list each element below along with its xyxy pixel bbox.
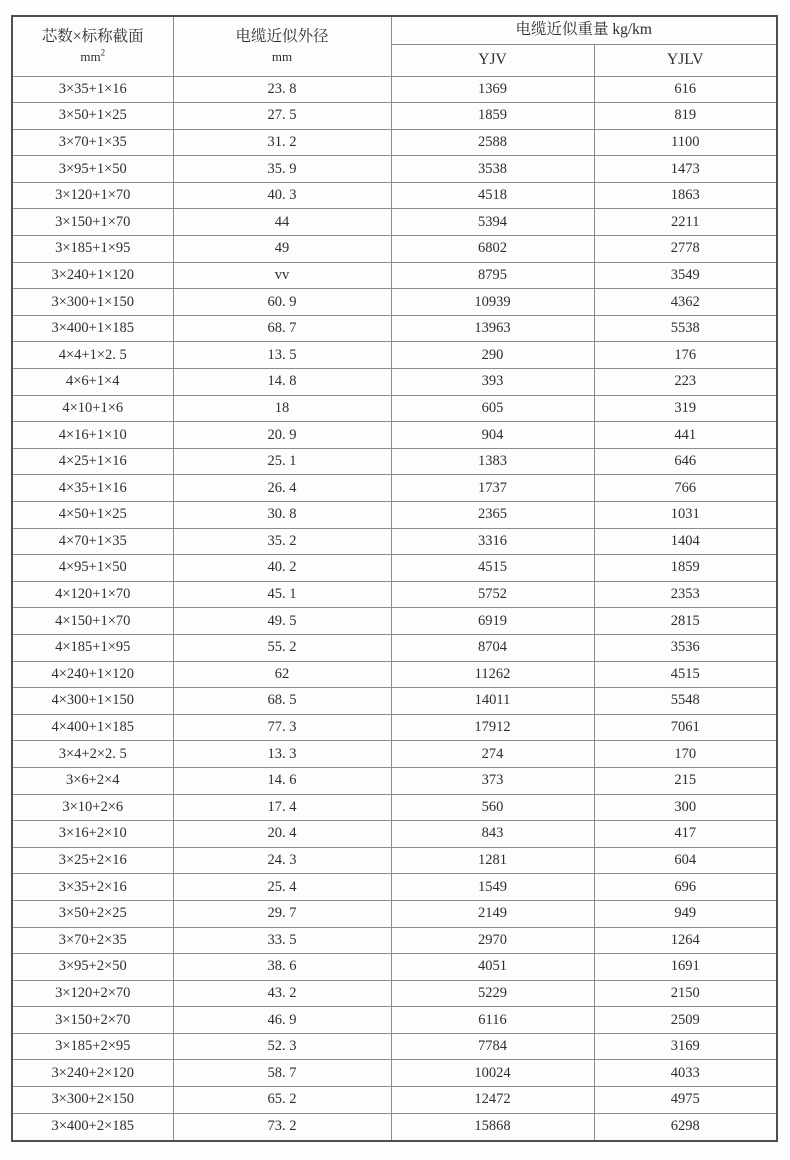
- od-cell: 13. 5: [173, 342, 391, 369]
- table-row: [12, 315, 777, 342]
- yjv-cell: 1549: [391, 874, 594, 901]
- yjlv-cell: 170: [594, 741, 777, 768]
- yjlv-cell: 417: [594, 821, 777, 848]
- od-cell: 18: [173, 395, 391, 422]
- od-cell: 52. 3: [173, 1033, 391, 1060]
- od-cell: 14. 6: [173, 767, 391, 794]
- yjlv-cell: 176: [594, 342, 777, 369]
- yjlv-cell: 2150: [594, 980, 777, 1007]
- spec-cell: 3×4+2×2. 5: [12, 741, 173, 768]
- od-cell: 68. 5: [173, 688, 391, 715]
- spec-cell: 3×240+1×120: [12, 262, 173, 289]
- yjv-cell: 290: [391, 342, 594, 369]
- yjv-cell: 4518: [391, 182, 594, 209]
- table-row: [12, 448, 777, 475]
- yjv-cell: 6919: [391, 608, 594, 635]
- table-row: [12, 1033, 777, 1060]
- yjlv-cell: 646: [594, 448, 777, 475]
- table-row: [12, 980, 777, 1007]
- od-cell: 25. 4: [173, 874, 391, 901]
- table-row: [12, 581, 777, 608]
- od-cell: 40. 3: [173, 182, 391, 209]
- yjlv-cell: 223: [594, 369, 777, 396]
- od-cell: 65. 2: [173, 1087, 391, 1114]
- table-row: [12, 1087, 777, 1114]
- yjlv-cell: 1859: [594, 555, 777, 582]
- spec-cell: 3×10+2×6: [12, 794, 173, 821]
- header-outer-diameter-unit: mm: [271, 48, 293, 64]
- yjlv-cell: 4975: [594, 1087, 777, 1114]
- yjv-cell: 5229: [391, 980, 594, 1007]
- yjv-cell: 8704: [391, 634, 594, 661]
- od-cell: 46. 9: [173, 1007, 391, 1034]
- od-cell: 25. 1: [173, 448, 391, 475]
- yjlv-cell: 3536: [594, 634, 777, 661]
- cable-spec-table: [11, 15, 778, 1142]
- yjv-cell: 1383: [391, 448, 594, 475]
- od-cell: 43. 2: [173, 980, 391, 1007]
- yjlv-cell: 1473: [594, 156, 777, 183]
- spec-cell: 3×150+2×70: [12, 1007, 173, 1034]
- spec-cell: 4×10+1×6: [12, 395, 173, 422]
- spec-cell: 3×35+1×16: [12, 76, 173, 103]
- yjv-cell: 2970: [391, 927, 594, 954]
- spec-cell: 3×185+1×95: [12, 236, 173, 263]
- spec-cell: 3×16+2×10: [12, 821, 173, 848]
- table-header: [12, 16, 777, 76]
- table-row: [12, 661, 777, 688]
- yjlv-cell: 1264: [594, 927, 777, 954]
- table-row: [12, 76, 777, 103]
- table-row: [12, 767, 777, 794]
- table-row: [12, 129, 777, 156]
- od-cell: vv: [173, 262, 391, 289]
- od-cell: 45. 1: [173, 581, 391, 608]
- table-row: [12, 156, 777, 183]
- yjlv-cell: 3169: [594, 1033, 777, 1060]
- yjv-cell: 560: [391, 794, 594, 821]
- yjlv-cell: 1100: [594, 129, 777, 156]
- table-row: [12, 289, 777, 316]
- spec-cell: 3×120+2×70: [12, 980, 173, 1007]
- od-cell: 49: [173, 236, 391, 263]
- header-yjv: YJV: [391, 44, 594, 76]
- spec-cell: 3×240+2×120: [12, 1060, 173, 1087]
- od-cell: 29. 7: [173, 900, 391, 927]
- yjlv-cell: 616: [594, 76, 777, 103]
- spec-cell: 3×120+1×70: [12, 182, 173, 209]
- table-row: [12, 395, 777, 422]
- od-cell: 77. 3: [173, 714, 391, 741]
- header-weight-group: 电缆近似重量 kg/km: [391, 16, 777, 44]
- yjv-cell: 3316: [391, 528, 594, 555]
- table-row: [12, 634, 777, 661]
- spec-cell: 4×25+1×16: [12, 448, 173, 475]
- spec-cell: 3×95+2×50: [12, 954, 173, 981]
- yjv-cell: 10939: [391, 289, 594, 316]
- spec-cell: 4×400+1×185: [12, 714, 173, 741]
- spec-cell: 3×185+2×95: [12, 1033, 173, 1060]
- table-row: [12, 342, 777, 369]
- yjv-cell: 274: [391, 741, 594, 768]
- yjlv-cell: 1404: [594, 528, 777, 555]
- header-outer-diameter-title: 电缆近似外径: [235, 28, 329, 46]
- table-row: [12, 927, 777, 954]
- spec-cell: 3×6+2×4: [12, 767, 173, 794]
- spec-cell: 3×300+1×150: [12, 289, 173, 316]
- yjv-cell: 393: [391, 369, 594, 396]
- od-cell: 35. 9: [173, 156, 391, 183]
- table-row: [12, 1060, 777, 1087]
- yjv-cell: 904: [391, 422, 594, 449]
- spec-cell: 4×185+1×95: [12, 634, 173, 661]
- yjv-cell: 5752: [391, 581, 594, 608]
- table-row: [12, 209, 777, 236]
- od-cell: 31. 2: [173, 129, 391, 156]
- od-cell: 20. 9: [173, 422, 391, 449]
- od-cell: 73. 2: [173, 1113, 391, 1141]
- od-cell: 55. 2: [173, 634, 391, 661]
- yjlv-cell: 7061: [594, 714, 777, 741]
- yjv-cell: 1859: [391, 103, 594, 130]
- yjv-cell: 6116: [391, 1007, 594, 1034]
- table-row: [12, 475, 777, 502]
- header-core-section-unit: $mm^2$: [80, 47, 106, 64]
- table-row: [12, 555, 777, 582]
- header-outer-diameter: [173, 16, 391, 76]
- table-row: [12, 741, 777, 768]
- od-cell: 30. 8: [173, 502, 391, 529]
- od-cell: 13. 3: [173, 741, 391, 768]
- yjv-cell: 12472: [391, 1087, 594, 1114]
- spec-cell: 3×400+1×185: [12, 315, 173, 342]
- table-row: [12, 103, 777, 130]
- yjv-cell: 4051: [391, 954, 594, 981]
- table-row: [12, 688, 777, 715]
- table-row: [12, 369, 777, 396]
- od-cell: 17. 4: [173, 794, 391, 821]
- yjlv-cell: 604: [594, 847, 777, 874]
- yjlv-cell: 766: [594, 475, 777, 502]
- table-row: [12, 954, 777, 981]
- spec-cell: 4×50+1×25: [12, 502, 173, 529]
- table-row: [12, 1007, 777, 1034]
- od-cell: 23. 8: [173, 76, 391, 103]
- table-row: [12, 874, 777, 901]
- yjv-cell: 2588: [391, 129, 594, 156]
- spec-cell: 3×50+1×25: [12, 103, 173, 130]
- yjv-cell: 7784: [391, 1033, 594, 1060]
- spec-cell: 4×95+1×50: [12, 555, 173, 582]
- od-cell: 26. 4: [173, 475, 391, 502]
- yjlv-cell: 1863: [594, 182, 777, 209]
- table-body: [12, 76, 777, 1141]
- yjv-cell: 15868: [391, 1113, 594, 1141]
- yjlv-cell: 696: [594, 874, 777, 901]
- table-row: [12, 900, 777, 927]
- spec-cell: 3×400+2×185: [12, 1113, 173, 1141]
- od-cell: 35. 2: [173, 528, 391, 555]
- yjlv-cell: 2778: [594, 236, 777, 263]
- yjlv-cell: 319: [594, 395, 777, 422]
- od-cell: 14. 8: [173, 369, 391, 396]
- yjv-cell: 1737: [391, 475, 594, 502]
- table-row: [12, 608, 777, 635]
- yjlv-cell: 215: [594, 767, 777, 794]
- yjv-cell: 4515: [391, 555, 594, 582]
- yjv-cell: 843: [391, 821, 594, 848]
- yjv-cell: 13963: [391, 315, 594, 342]
- od-cell: 20. 4: [173, 821, 391, 848]
- od-cell: 58. 7: [173, 1060, 391, 1087]
- yjv-cell: 373: [391, 767, 594, 794]
- table-row: [12, 182, 777, 209]
- od-cell: 60. 9: [173, 289, 391, 316]
- yjlv-cell: 2509: [594, 1007, 777, 1034]
- table-row: [12, 1113, 777, 1141]
- od-cell: 38. 6: [173, 954, 391, 981]
- header-row-1: [12, 16, 777, 44]
- table-row: [12, 236, 777, 263]
- yjlv-cell: 300: [594, 794, 777, 821]
- yjlv-cell: 5548: [594, 688, 777, 715]
- yjlv-cell: 2815: [594, 608, 777, 635]
- yjv-cell: 10024: [391, 1060, 594, 1087]
- spec-cell: 4×120+1×70: [12, 581, 173, 608]
- yjlv-cell: 6298: [594, 1113, 777, 1141]
- yjv-cell: 6802: [391, 236, 594, 263]
- spec-cell: 4×35+1×16: [12, 475, 173, 502]
- yjv-cell: 2149: [391, 900, 594, 927]
- yjv-cell: 14011: [391, 688, 594, 715]
- od-cell: 62: [173, 661, 391, 688]
- spec-cell: 4×150+1×70: [12, 608, 173, 635]
- yjlv-cell: 4515: [594, 661, 777, 688]
- od-cell: 40. 2: [173, 555, 391, 582]
- header-core-section-title: 芯数×标称截面: [41, 28, 144, 46]
- yjv-cell: 3538: [391, 156, 594, 183]
- od-cell: 24. 3: [173, 847, 391, 874]
- od-cell: 27. 5: [173, 103, 391, 130]
- od-cell: 33. 5: [173, 927, 391, 954]
- spec-cell: 3×25+2×16: [12, 847, 173, 874]
- yjlv-cell: 949: [594, 900, 777, 927]
- spec-cell: 3×150+1×70: [12, 209, 173, 236]
- yjlv-cell: 819: [594, 103, 777, 130]
- yjv-cell: 2365: [391, 502, 594, 529]
- spec-cell: 3×70+2×35: [12, 927, 173, 954]
- yjv-cell: 1281: [391, 847, 594, 874]
- yjlv-cell: 4362: [594, 289, 777, 316]
- yjlv-cell: 3549: [594, 262, 777, 289]
- yjv-cell: 11262: [391, 661, 594, 688]
- spec-cell: 3×50+2×25: [12, 900, 173, 927]
- table-row: [12, 502, 777, 529]
- spec-cell: 4×70+1×35: [12, 528, 173, 555]
- yjv-cell: 605: [391, 395, 594, 422]
- spec-cell: 3×300+2×150: [12, 1087, 173, 1114]
- yjlv-cell: 1691: [594, 954, 777, 981]
- spec-cell: 3×70+1×35: [12, 129, 173, 156]
- table-row: [12, 821, 777, 848]
- table-row: [12, 714, 777, 741]
- yjv-cell: 1369: [391, 76, 594, 103]
- spec-cell: 4×300+1×150: [12, 688, 173, 715]
- table-row: [12, 262, 777, 289]
- header-core-section: [12, 16, 173, 76]
- yjlv-cell: 441: [594, 422, 777, 449]
- yjlv-cell: 5538: [594, 315, 777, 342]
- yjlv-cell: 1031: [594, 502, 777, 529]
- yjv-cell: 5394: [391, 209, 594, 236]
- od-cell: 44: [173, 209, 391, 236]
- spec-cell: 4×4+1×2. 5: [12, 342, 173, 369]
- spec-cell: 4×240+1×120: [12, 661, 173, 688]
- od-cell: 49. 5: [173, 608, 391, 635]
- spec-cell: 3×35+2×16: [12, 874, 173, 901]
- yjlv-cell: 2353: [594, 581, 777, 608]
- spec-cell: 4×16+1×10: [12, 422, 173, 449]
- table-row: [12, 528, 777, 555]
- table-row: [12, 794, 777, 821]
- yjlv-cell: 2211: [594, 209, 777, 236]
- table-row: [12, 422, 777, 449]
- header-yjlv: YJLV: [594, 44, 777, 76]
- spec-cell: 3×95+1×50: [12, 156, 173, 183]
- table-row: [12, 847, 777, 874]
- yjv-cell: 8795: [391, 262, 594, 289]
- spec-cell: 4×6+1×4: [12, 369, 173, 396]
- yjv-cell: 17912: [391, 714, 594, 741]
- od-cell: 68. 7: [173, 315, 391, 342]
- yjlv-cell: 4033: [594, 1060, 777, 1087]
